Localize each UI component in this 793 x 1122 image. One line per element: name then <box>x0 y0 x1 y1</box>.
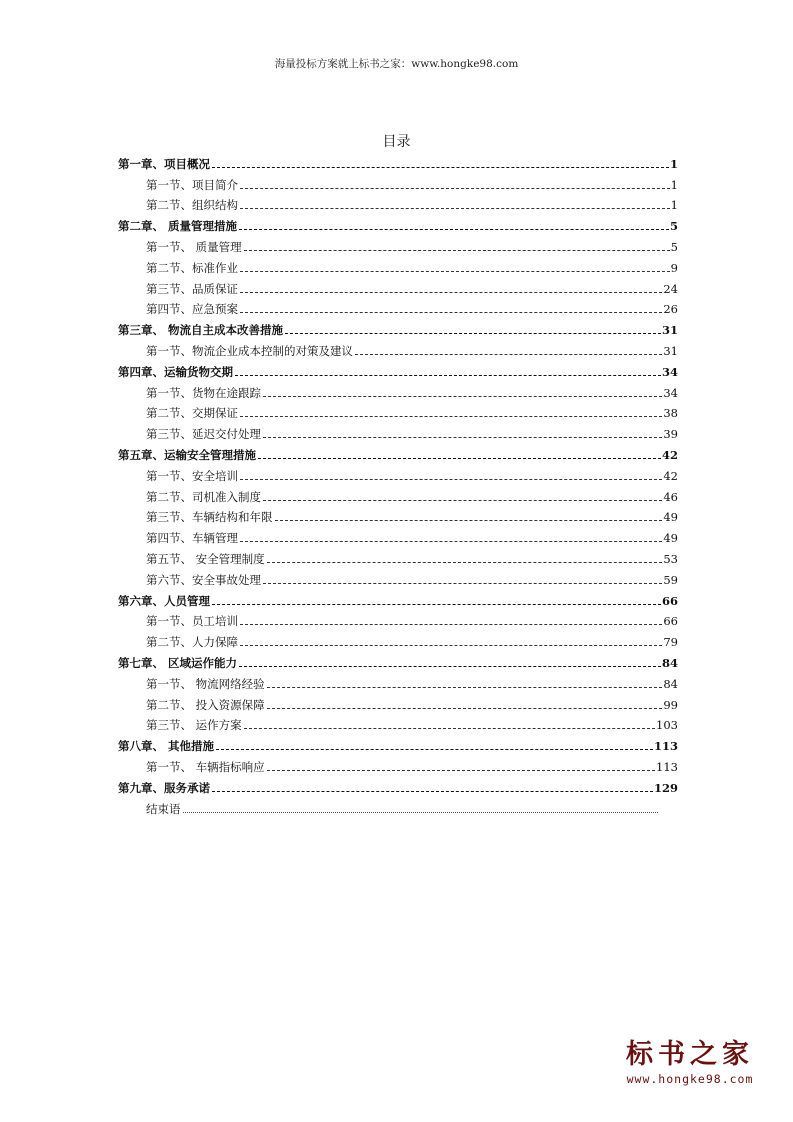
toc-leader <box>355 344 662 355</box>
toc-entry-page: 5 <box>670 239 678 254</box>
toc-leader <box>267 760 655 771</box>
toc-leader <box>240 261 670 272</box>
toc-section-entry[interactable] <box>118 566 678 587</box>
toc-leader <box>239 656 661 667</box>
toc-entry-page: 24 <box>663 281 678 296</box>
toc-entry-page: 84 <box>663 676 678 691</box>
toc-chapter-entry[interactable] <box>118 316 678 337</box>
toc-leader <box>244 718 655 729</box>
toc-entry-page: 59 <box>663 572 678 587</box>
toc-entry-page: 49 <box>663 531 678 546</box>
toc-entry-label: 第九章、服务承诺 <box>118 780 210 795</box>
toc-chapter-entry[interactable] <box>118 212 678 233</box>
toc-entry-label: 第二章、 质量管理措施 <box>118 219 238 234</box>
toc-entry-page: 1 <box>669 156 678 171</box>
toc-entry-label: 第一节、项目简介 <box>146 177 238 192</box>
toc-entry-page: 129 <box>653 780 678 795</box>
toc-section-entry[interactable] <box>118 670 678 691</box>
toc-entry-label: 第三章、 物流自主成本改善措施 <box>118 323 284 338</box>
toc-chapter-entry[interactable] <box>118 441 678 462</box>
toc-entry-page: 38 <box>663 406 678 421</box>
toc-entry-page: 39 <box>663 427 678 442</box>
toc-section-entry[interactable] <box>118 400 678 421</box>
toc-entry-label: 第二节、交期保证 <box>146 406 238 421</box>
toc-entry-page: 113 <box>656 759 678 774</box>
toc-section-entry[interactable] <box>118 171 678 192</box>
toc-leader <box>263 573 662 584</box>
toc-leader <box>240 406 662 417</box>
toc-leader <box>263 386 662 397</box>
toc-entry-page: 34 <box>663 385 678 400</box>
watermark-title: 标书之家 <box>626 1039 754 1070</box>
toc-leader <box>275 510 663 521</box>
toc-leader <box>240 469 662 480</box>
toc-section-entry[interactable] <box>118 337 678 358</box>
toc-section-entry[interactable] <box>118 420 678 441</box>
toc-entry-label: 结束语 <box>146 801 181 816</box>
toc-entry-label: 第一节、货物在途跟踪 <box>146 385 261 400</box>
toc-leader <box>244 240 670 251</box>
toc-chapter-entry[interactable] <box>118 649 678 670</box>
toc-leader <box>267 677 663 688</box>
toc-leader <box>267 552 663 563</box>
toc-entry-page: 26 <box>663 302 678 317</box>
toc-leader <box>212 157 669 168</box>
toc-title: 目录 <box>382 134 411 150</box>
toc-entry-page: 46 <box>663 489 678 504</box>
toc-leader <box>240 198 670 209</box>
toc-entry-label: 第一节、 车辆指标响应 <box>146 759 265 774</box>
toc-chapter-entry[interactable] <box>118 774 678 795</box>
toc-entry-label: 第八章、 其他措施 <box>118 739 215 754</box>
toc-leader <box>240 282 662 293</box>
toc-section-entry[interactable] <box>118 462 678 483</box>
toc-entry-label: 第三节、延迟交付处理 <box>146 427 261 442</box>
toc-leader <box>240 178 670 189</box>
toc-leader <box>285 323 661 334</box>
toc-entry-label: 第一节、 质量管理 <box>146 239 242 254</box>
toc-leader <box>212 781 653 792</box>
toc-leader <box>235 365 661 376</box>
toc-entry-label: 第三节、品质保证 <box>146 281 238 296</box>
toc-entry-page: 66 <box>661 593 678 608</box>
toc-entry-label: 第一节、安全培训 <box>146 468 238 483</box>
toc-entry-page: 79 <box>663 635 678 650</box>
toc-section-entry[interactable] <box>118 379 678 400</box>
toc-section-entry[interactable] <box>118 504 678 525</box>
toc-section-entry[interactable] <box>118 254 678 275</box>
toc-entry-page: 84 <box>661 655 678 670</box>
table-of-contents <box>118 150 678 816</box>
toc-leader <box>240 614 662 625</box>
toc-entry-page: 34 <box>661 364 678 379</box>
toc-section-entry[interactable] <box>118 753 678 774</box>
toc-section-entry[interactable] <box>118 524 678 545</box>
toc-section-entry[interactable] <box>118 275 678 296</box>
toc-entry-page: 53 <box>663 551 678 566</box>
toc-entry-label: 第二节、 投入资源保障 <box>146 697 265 712</box>
toc-entry-label: 第一章、项目概况 <box>118 156 210 171</box>
toc-leader <box>240 531 662 542</box>
toc-section-entry[interactable] <box>118 192 678 213</box>
toc-entry-page: 5 <box>669 219 678 234</box>
toc-leader <box>263 490 662 501</box>
toc-entry-label: 第二节、标准作业 <box>146 260 238 275</box>
toc-leader <box>216 739 653 750</box>
toc-chapter-entry[interactable] <box>118 587 678 608</box>
toc-entry-page: 31 <box>663 343 678 358</box>
toc-entry-label: 第一节、物流企业成本控制的对策及建议 <box>146 343 353 358</box>
toc-entry-label: 第四章、运输货物交期 <box>118 364 233 379</box>
page-header: 海量投标方案就上标书之家：www.hongke98.com <box>274 58 519 70</box>
toc-chapter-entry[interactable] <box>118 150 678 171</box>
toc-entry-label: 第五章、运输安全管理措施 <box>118 447 256 462</box>
toc-entry-page: 49 <box>663 510 678 525</box>
toc-entry-label: 第一节、 物流网络经验 <box>146 676 265 691</box>
toc-entry-page: 113 <box>653 739 678 754</box>
toc-entry-page: 99 <box>663 697 678 712</box>
toc-entry-page: 42 <box>663 468 678 483</box>
toc-entry-label: 第六节、安全事故处理 <box>146 572 261 587</box>
toc-section-entry[interactable] <box>118 628 678 649</box>
toc-entry-label: 第四节、车辆管理 <box>146 531 238 546</box>
toc-entry-label: 第四节、应急预案 <box>146 302 238 317</box>
toc-leader <box>267 698 663 709</box>
toc-section-entry[interactable] <box>118 608 678 629</box>
toc-entry-label: 第三节、车辆结构和年限 <box>146 510 273 525</box>
toc-entry-label: 第一节、员工培训 <box>146 614 238 629</box>
toc-section-entry[interactable] <box>118 712 678 733</box>
watermark-logo <box>615 1040 765 1086</box>
toc-entry-page: 103 <box>656 718 678 733</box>
toc-entry-page: 31 <box>661 323 678 338</box>
toc-entry-page: 42 <box>661 447 678 462</box>
toc-leader <box>239 219 669 230</box>
toc-section-entry[interactable] <box>118 296 678 317</box>
toc-entry-label: 第七章、 区域运作能力 <box>118 655 238 670</box>
toc-entry-label: 第二节、司机准入制度 <box>146 489 261 504</box>
toc-leader <box>212 594 661 605</box>
toc-entry-label: 第二节、人力保障 <box>146 635 238 650</box>
toc-entry-label: 第六章、人员管理 <box>118 593 210 608</box>
toc-chapter-entry[interactable] <box>118 358 678 379</box>
toc-entry-label: 第二节、组织结构 <box>146 198 238 213</box>
toc-section-entry[interactable] <box>118 545 678 566</box>
toc-entry-page: 1 <box>670 177 678 192</box>
toc-entry-label: 第五节、 安全管理制度 <box>146 551 265 566</box>
toc-entry-page: 1 <box>670 198 678 213</box>
toc-leader <box>263 427 662 438</box>
toc-leader <box>183 802 659 813</box>
toc-entry-label: 第三节、 运作方案 <box>146 718 242 733</box>
watermark-url: www.hongke98.com <box>626 1072 754 1086</box>
toc-section-entry[interactable] <box>118 233 678 254</box>
toc-section-entry[interactable] <box>118 691 678 712</box>
toc-section-entry[interactable] <box>118 483 678 504</box>
toc-leader <box>240 635 662 646</box>
toc-entry-page: 66 <box>663 614 678 629</box>
toc-leader <box>258 448 661 459</box>
toc-chapter-entry[interactable] <box>118 732 678 753</box>
toc-entry-page: 9 <box>670 260 678 275</box>
toc-leader <box>240 302 662 313</box>
toc-section-entry[interactable] <box>118 795 678 816</box>
